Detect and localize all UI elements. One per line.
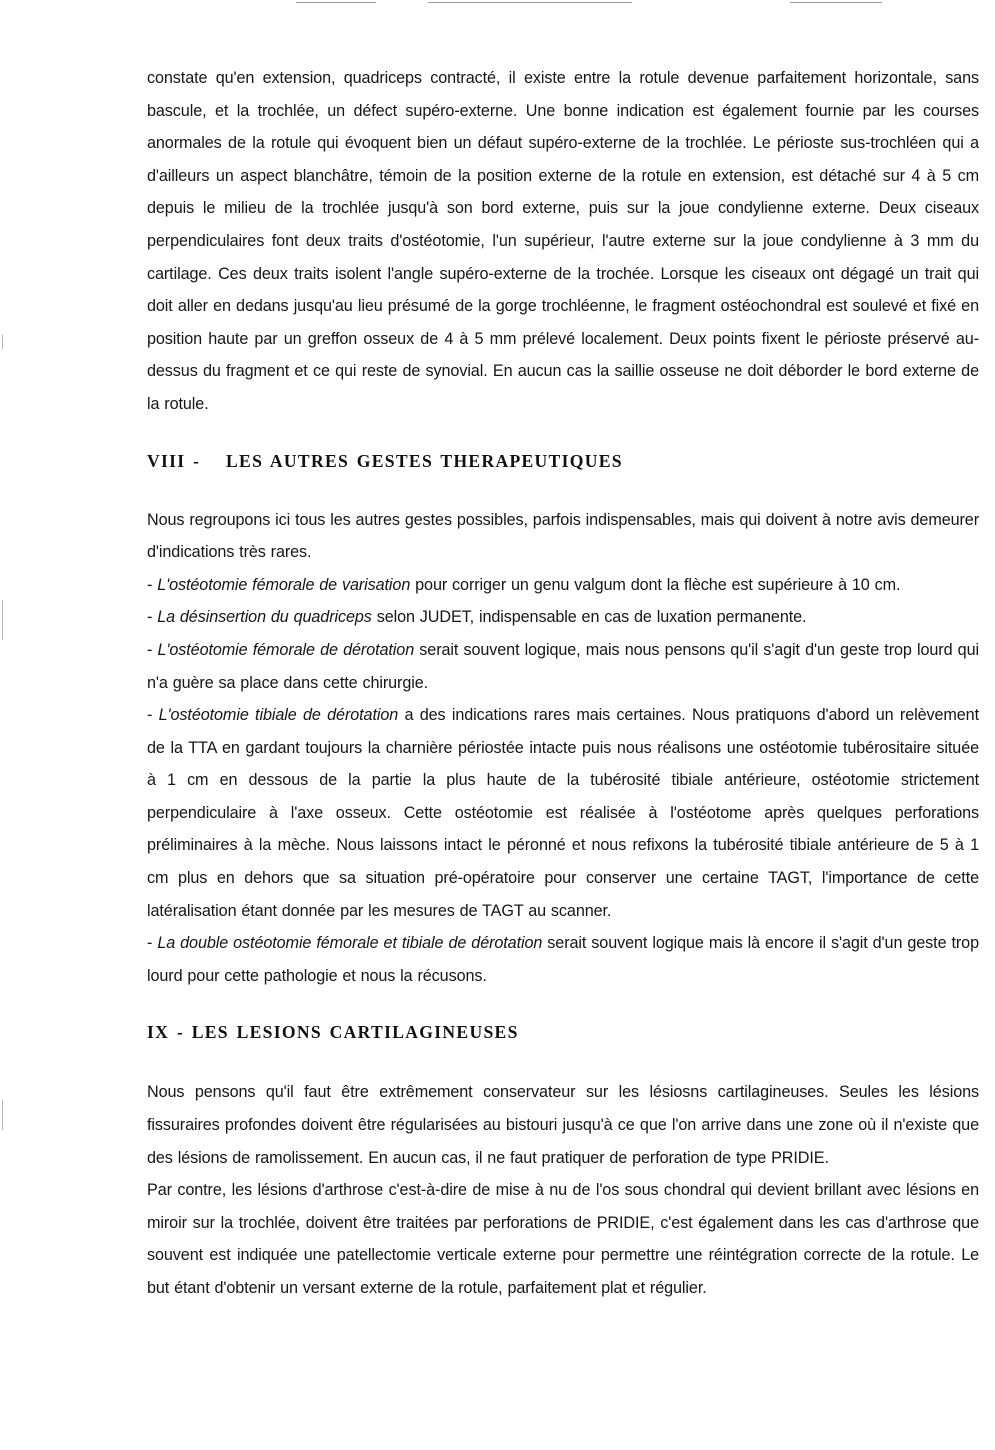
list-item: [147, 927, 979, 992]
list-term: L'ostéotomie tibiale de dérotation: [158, 706, 399, 725]
list-text: serait souvent logique, mais nous pensons qu'il s'agit d'un geste trop lourd qui n'a guère sa place dans cette chirurgie.: [147, 640, 979, 692]
list-item: [147, 601, 979, 634]
list-term: La double ostéotomie fémorale et tibiale de dérotation: [157, 934, 543, 953]
list-term: L'ostéotomie fémorale de varisation: [157, 575, 411, 594]
list-item: [147, 569, 979, 602]
scan-edge-mark: [2, 600, 3, 640]
list-text: a des indications rares mais certaines. Nous pratiquons d'abord un relèvement de la TTA en gardant toujours la charnière périostée intacte puis nous réalisons une ostéotomie tubérositaire située à 1 cm en dessous de la partie la plus haute de la tubérosité tibiale antérieure, ostéotomie strictement perpendiculaire à l'axe osseux. Cette ostéotomie est réalisée à l'ostéotome après quelques perforations préliminaires à la mèche. Nous laissons intact le péronné et nous refixons la tubérosité tibiale antérieure de 5 à 1 cm plus en dehors que sa situation pré-opératoire pour conserver une certaine TAGT, l'importance de cette latéralisation étant donnée par les mesures de TAGT au scanner.: [147, 706, 979, 920]
section-paragraph: Nous pensons qu'il faut être extrêmement conservateur sur les lésiosns cartilagineuses. Seules les lésions fissuraires profondes doivent être régularisées au bistouri jusqu'à ce que l'on arrive dans une zone où il n'existe que des lésions de ramolissement. En aucun cas, il ne faut pratiquer de perforation de type PRIDIE.: [147, 1083, 979, 1167]
section-paragraph: Par contre, les lésions d'arthrose c'est-à-dire de mise à nu de l'os sous chondral qui devient brillant avec lésions en miroir sur la trochlée, doivent être traitées par perforations de PRIDIE, c'est également dans les cas d'arthrose que souvent est indiquée une patellectomie verticale externe pour permettre une réintégration correcte de la rotule. Le but étant d'obtenir un versant externe de la rotule, parfaitement plat et régulier.: [147, 1181, 979, 1297]
scan-artifact-rule: [428, 2, 632, 3]
scan-edge-mark: [2, 1100, 3, 1130]
list-item: [147, 699, 979, 927]
document-body: [147, 62, 979, 1305]
list-text: pour corriger un genu valgum dont la flèche est supérieure à 10 cm.: [410, 575, 901, 594]
section-heading-ix: [147, 1022, 979, 1043]
scan-artifact-rule: [296, 2, 376, 3]
list-dash: -: [147, 608, 158, 627]
scan-artifact-rule: [790, 2, 882, 3]
section-number: VIII -: [147, 450, 201, 471]
section-intro-paragraph: Nous regroupons ici tous les autres gestes possibles, parfois indispensables, mais qui doivent à notre avis demeurer d'indications très rares.: [147, 510, 979, 562]
list-text: selon JUDET, indispensable en cas de luxation permanente.: [371, 608, 807, 627]
list-term: L'ostéotomie fémorale de dérotation: [157, 640, 415, 659]
section-heading-viii: [147, 451, 979, 472]
section-number: IX -: [147, 1022, 185, 1043]
list-text: serait souvent logique mais là encore il s'agit d'un geste trop lourd pour cette pathologie et nous la récusons.: [147, 934, 979, 985]
section-title: LES AUTRES GESTES THERAPEUTIQUES: [226, 450, 623, 471]
scan-edge-mark: [2, 335, 3, 349]
list-item: [147, 634, 979, 699]
continued-paragraph: constate qu'en extension, quadriceps contracté, il existe entre la rotule devenue parfaitement horizontale, sans bascule, et la trochlée, un défect supéro-externe. Une bonne indication est également fournie par les courses anormales de la rotule qui évoquent bien un défaut supéro-externe de la trochlée. Le périoste sus-trochléen qui a d'ailleurs un aspect blanchâtre, témoin de la position externe de la rotule en extension, est détaché sur 4 à 5 cm depuis le milieu de la trochlée jusqu'à son bord externe, puis sur la joue condylienne externe. Deux ciseaux perpendiculaires font deux traits d'ostéotomie, l'un supérieur, l'autre externe sur la joue condylienne à 3 mm du cartilage. Ces deux traits isolent l'angle supéro-externe de la trochée. Lorsque les ciseaux ont dégagé un trait qui doit aller en dedans jusqu'au lieu présumé de la gorge trochléenne, le fragment ostéochondral est soulevé et fixé en position haute par un greffon osseux de 4 à 5 mm prélevé localement. Deux points fixent le périoste préservé au-dessus du fragment et ce qui reste de synovial. En aucun cas la saillie osseuse ne doit déborder le bord externe de la rotule.: [147, 69, 979, 413]
list-term: La désinsertion du quadriceps: [157, 608, 372, 627]
list-dash: -: [147, 575, 158, 594]
list-dash: -: [147, 934, 158, 953]
section-title: LES LESIONS CARTILAGINEUSES: [191, 1022, 519, 1043]
list-dash: -: [147, 706, 159, 725]
list-dash: -: [147, 640, 158, 659]
